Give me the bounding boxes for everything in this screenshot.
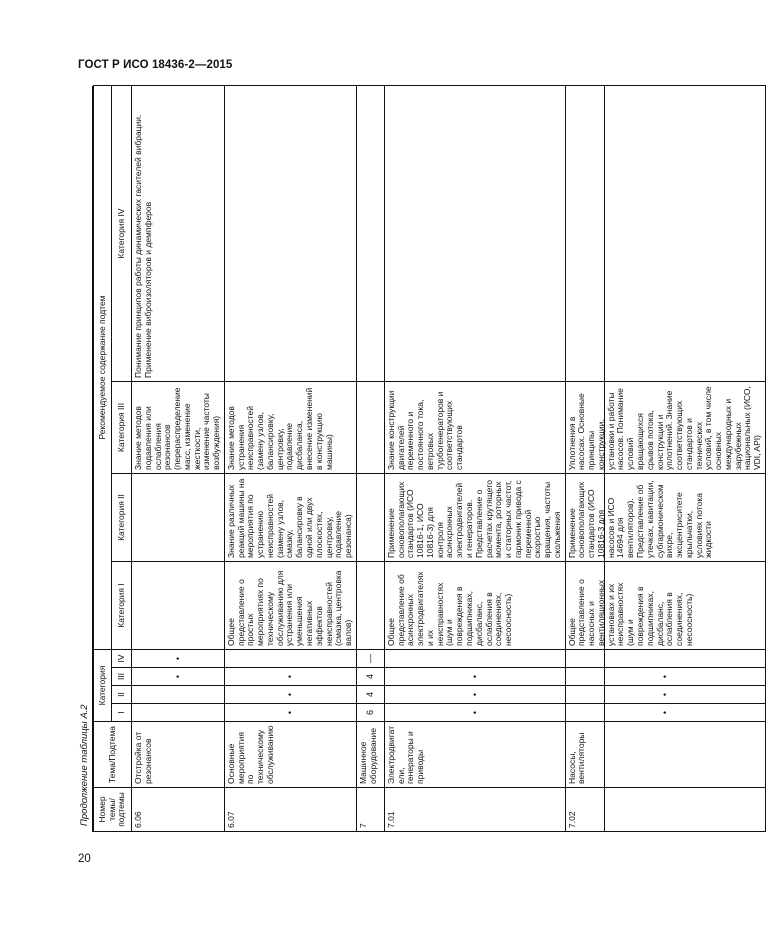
content-cat-3: Знание методов подавления или ослабления резонансов (перераспределение масс, изменение жесткости, изменение частоты возбуждения) <box>132 382 225 474</box>
content-cat-2: Знание различных реакций машины на мероприятия по устранению неисправностей (замену узлов, смазку, балансировку в одной или двух плоскостях, центровку, подавление резонанса) <box>224 474 356 562</box>
content-cat-2: Применение основополагающих стандартов (ИСО 10816-1, ИСО 10816-3) для контроля асинхронных электродвигателей и генераторов. Представление о расчетах крутящего момента, роторных и статорных частот, гармоник привода с переменной скоростью вращения, частоты скольжения <box>384 474 565 562</box>
cat-mark: • <box>224 668 356 686</box>
header-category: Категория <box>94 650 112 722</box>
header-num: Номер темы/ подтемы <box>94 788 132 832</box>
header-content-cat-2: Категория II <box>112 474 132 562</box>
content-cat-1: Общее представление о насосных и вентиляционных установках и их неисправностях (шум и повреждения в подшипниках, дисбаланс, ослабления в соединениях, несоосность) <box>565 562 765 650</box>
row-num: 7.02 <box>565 788 765 832</box>
cat-mark <box>384 650 565 668</box>
cat-mark: • <box>384 686 565 704</box>
cat-mark <box>132 686 225 704</box>
document-header: ГОСТ Р ИСО 18436-2—2015 <box>78 59 233 71</box>
cat-mark: • <box>384 668 565 686</box>
table-row <box>224 86 356 832</box>
cat-mark <box>565 650 765 668</box>
row-num: 6.07 <box>224 788 356 832</box>
row-topic: Отстройка от резонансов <box>132 722 225 788</box>
row-topic: Насосы, вентиляторы <box>565 722 765 788</box>
cat-mark: • <box>132 650 225 668</box>
content-cat-2: Применение основополагающих стандартов (ИСО 10816-3 для насосов и ИСО 14694 для вентиляторов). Представление об утечках, кавитации, субгармоническом вихре, эксцентриситете крыльчатки, условиях потока жидкости <box>565 474 765 562</box>
content-cat-4 <box>565 86 765 382</box>
table-row <box>356 86 384 832</box>
cat-count: 4 <box>356 686 384 704</box>
content-cat-4 <box>356 86 384 382</box>
cat-mark: • <box>565 704 765 722</box>
cat-mark: • <box>565 686 765 704</box>
header-cat-2: II <box>112 686 132 704</box>
row-num: 6.06 <box>132 788 225 832</box>
cat-mark: • <box>132 668 225 686</box>
row-topic: Основные мероприятия по техническому обслуживанию <box>224 722 356 788</box>
table-row <box>384 86 565 832</box>
content-cat-4: Понимание принципов работы динамических гасителей вибрации. Применение виброизоляторов и демпферов <box>132 86 225 382</box>
header-cat-1: I <box>112 704 132 722</box>
rotated-table-wrapper <box>93 86 763 832</box>
cat-mark: • <box>224 686 356 704</box>
content-cat-3 <box>356 382 384 474</box>
row-topic: Машинное оборудование <box>356 722 384 788</box>
content-cat-3: Знание конструкции двигателей переменного и постоянного тока, ветровых турбогенераторов и соответствующих стандартов <box>384 382 565 474</box>
table-row <box>132 86 225 832</box>
row-num: 7 <box>356 788 384 832</box>
row-num: 7.01 <box>384 788 565 832</box>
cat-mark: • <box>384 704 565 722</box>
content-cat-1 <box>132 562 225 650</box>
content-cat-4 <box>224 86 356 382</box>
cat-count: 6 <box>356 704 384 722</box>
header-cat-3: III <box>112 668 132 686</box>
page-number: 20 <box>78 853 91 865</box>
requirements-table <box>93 85 766 832</box>
content-cat-3: Знание методов устранения неисправностей (замену узлов, балансировку, центровку, подавление дисбаланса, внесение изменений в конструкцию машины) <box>224 382 356 474</box>
row-topic: Электродвигатели, генераторы и приводы <box>384 722 565 788</box>
content-cat-1: Общее представление о простых мероприятиях по техническому обслуживанию для устранения или уменьшения негативных эффектов неисправностей (смазка, центровка валов) <box>224 562 356 650</box>
content-cat-2 <box>132 474 225 562</box>
cat-mark: • <box>224 704 356 722</box>
content-cat-1 <box>356 562 384 650</box>
table-continuation-caption: Продолжение таблицы А.2 <box>79 704 90 826</box>
header-topic: Тема/Подтема <box>94 722 132 788</box>
header-cat-4: IV <box>112 650 132 668</box>
cat-mark <box>224 650 356 668</box>
content-cat-4 <box>384 86 565 382</box>
header-content-cat-1: Категория I <box>112 562 132 650</box>
header-content-cat-3: Категория III <box>112 382 132 474</box>
table-row <box>565 86 765 832</box>
content-cat-3: Уплотнения в насосах. Основные принципы конструкции, установки и работы насосов. Понимание условий вращающихся срывов потока, конструкции и уплотнений. Знание соответствующих стандартов и технических условий, в том числе основных международных и зарубежных национальных (ИСО, VDI, API) <box>565 382 765 474</box>
cat-mark <box>132 704 225 722</box>
content-cat-2 <box>356 474 384 562</box>
cat-count: — <box>356 650 384 668</box>
cat-count: 4 <box>356 668 384 686</box>
header-content: Рекомендуемое содержание подтем <box>94 86 112 650</box>
content-cat-1: Общее представление об асинхронных электродвигателях и их неисправностях (шум и повреждения в подшипниках, дисбаланс, ослабления в соединениях, несоосность) <box>384 562 565 650</box>
header-content-cat-4: Категория IV <box>112 86 132 382</box>
cat-mark: • <box>565 668 765 686</box>
